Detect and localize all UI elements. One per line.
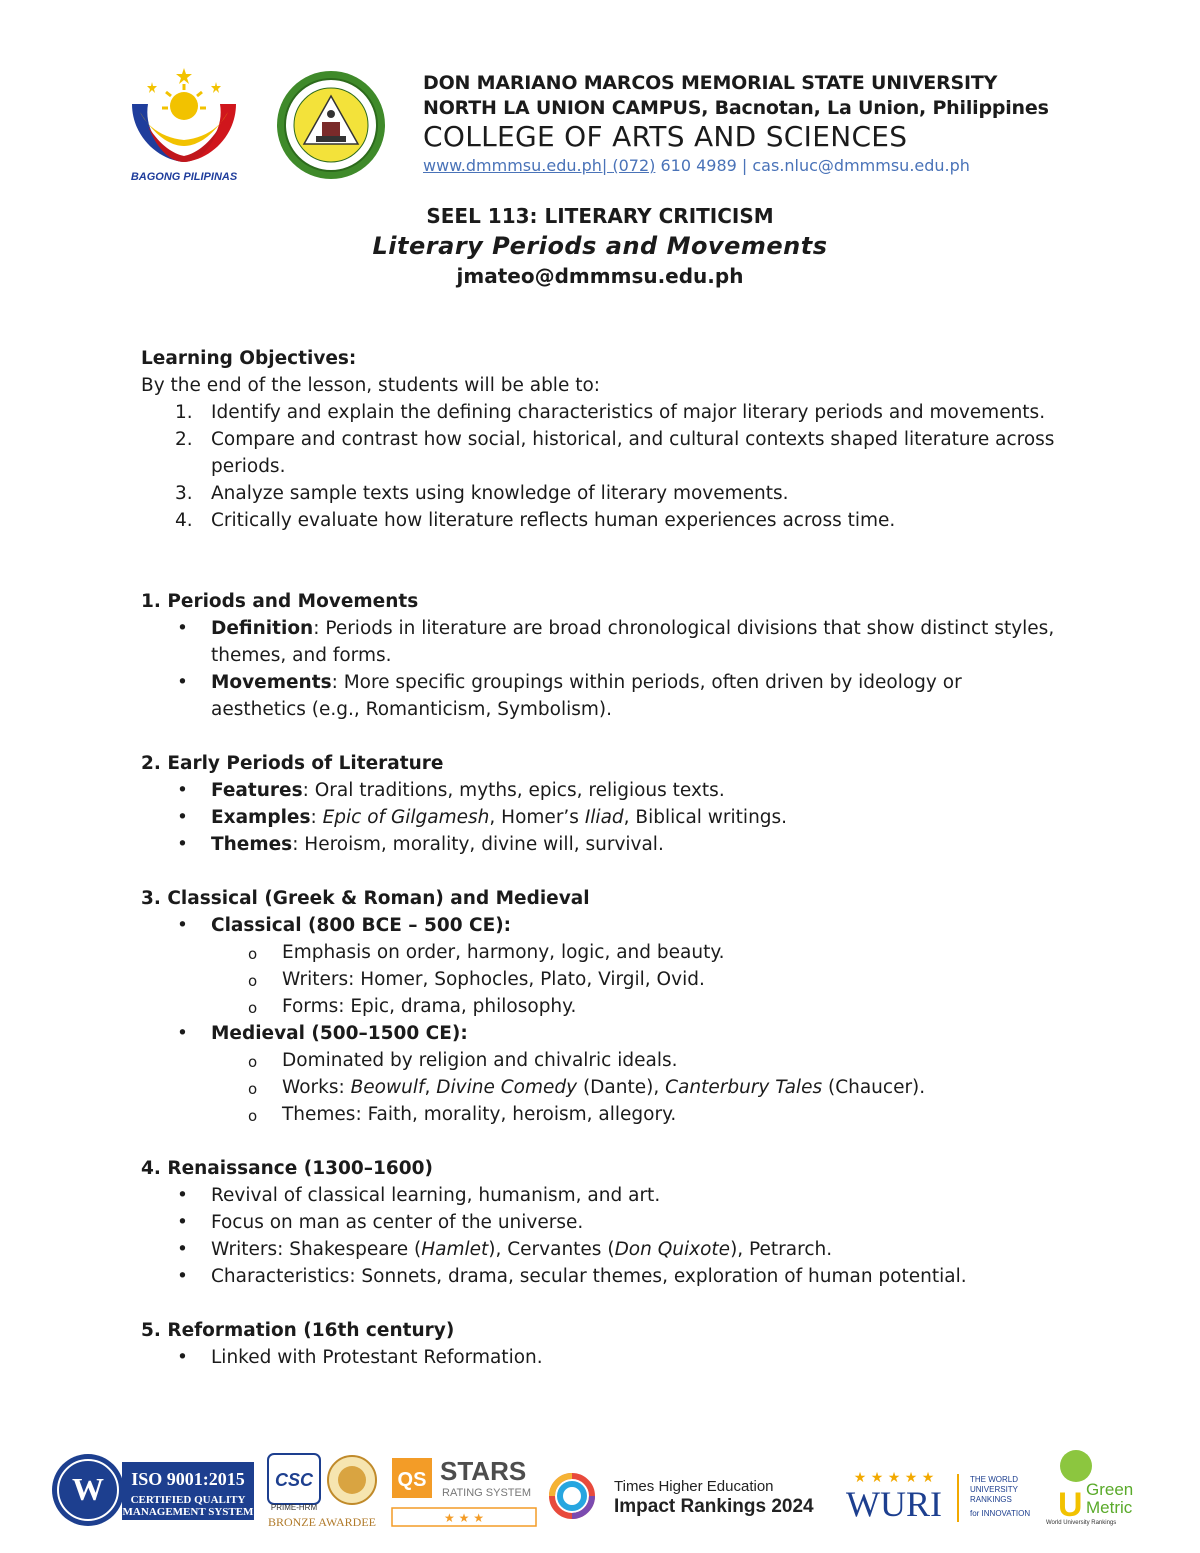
metric-text: Metric [1086, 1498, 1133, 1517]
list-item: o Forms: Epic, drama, philosophy. [248, 996, 577, 1017]
wuri-star-icons: ★ ★ ★ ★ ★ [853, 1470, 935, 1486]
svg-text:World University Rankings: World University Rankings [1046, 1520, 1117, 1526]
list-item: o Emphasis on order, harmony, logic, and beauty. [248, 942, 725, 963]
svg-text:U: U [1058, 1486, 1083, 1524]
section-2-list [141, 777, 1061, 858]
green-text: Green [1086, 1480, 1134, 1499]
svg-text:W: W [72, 1471, 104, 1507]
csc-text: CSC [274, 1470, 314, 1490]
topic-title: Literary Periods and Movements [372, 232, 828, 260]
the-line1: Times Higher Education [614, 1478, 774, 1495]
university-name: DON MARIANO MARCOS MEMORIAL STATE UNIVERSITY [423, 72, 998, 94]
website-link[interactable]: www.dmmmsu.edu.ph [423, 156, 602, 175]
stars-text: STARS [440, 1456, 527, 1486]
college-name: COLLEGE OF ARTS AND SCIENCES [423, 120, 908, 153]
accreditation-logos [0, 1440, 1200, 1540]
qs-text: QS [397, 1469, 427, 1491]
ui-greenmetric-logo [1046, 1450, 1133, 1526]
list-item: 3. Analyze sample texts using knowledge of literary movements. [175, 483, 789, 504]
list-item: • Characteristics: Sonnets, drama, secular themes, exploration of human potential. [177, 1266, 967, 1287]
svg-text:THE WORLD: THE WORLD [970, 1475, 1018, 1484]
bp-logo-text: BAGONG PILIPINAS [130, 171, 238, 183]
list-item: • Themes: Heroism, morality, divine will, survival. [177, 834, 664, 855]
prime-hrm-text: PRIME-HRM [270, 1503, 318, 1512]
list-item: • Definition: Periods in literature are broad chronological divisions that show distinct styles, themes, and forms. [177, 618, 1055, 666]
list-item: • Examples: Epic of Gilgamesh, Homer’s Iliad, Biblical writings. [177, 807, 788, 828]
qs-stars-logo [392, 1456, 536, 1526]
objectives-list [141, 399, 1061, 534]
phone-area: (072) [612, 156, 656, 175]
section-1-heading: 1. Periods and Movements [141, 591, 419, 612]
objectives-heading: Learning Objectives: [141, 348, 357, 369]
list-item: • Revival of classical learning, humanism, and art. [177, 1185, 661, 1206]
list-item: 4. Critically evaluate how literature reflects human experiences across time. [175, 510, 896, 531]
section-4-list [141, 1182, 1061, 1290]
campus-name: NORTH LA UNION CAMPUS, Bacnotan, La Union, Philippines [423, 97, 1049, 119]
wuri-text: WURI [846, 1484, 942, 1524]
iso-certification-logo [52, 1454, 254, 1526]
list-item: • Medieval (500–1500 CE): o Dominated by religion and chivalric ideals. o Works: Beowulf, Divine Comedy (Dante), Canterbury Tales (Chaucer). o Themes: Faith, morality, heroism, allegory. [141, 1020, 1061, 1128]
list-item: • Features: Oral traditions, myths, epics, religious texts. [177, 780, 725, 801]
medieval-sublist [141, 1047, 1061, 1128]
course-title: SEEL 113: LITERARY CRITICISM [426, 204, 774, 228]
list-item: 1. Identify and explain the defining characteristics of major literary periods and movements. [175, 402, 1046, 423]
csc-prime-hrm-logo [268, 1454, 376, 1529]
section-4-heading: 4. Renaissance (1300–1600) [141, 1158, 433, 1179]
qs-star-icons: ★ ★ ★ [444, 1511, 484, 1525]
section-3-heading: 3. Classical (Greek & Roman) and Medieval [141, 888, 590, 909]
phone-email: 610 4989 | cas.nluc@dmmmsu.edu.ph [655, 156, 970, 175]
iso-sub1: CERTIFIED QUALITY [130, 1494, 246, 1506]
svg-text:for INNOVATION: for INNOVATION [970, 1509, 1031, 1518]
ring-logo-icon [552, 1476, 592, 1516]
section-1-list [141, 615, 1061, 723]
contact-line: www.dmmmsu.edu.ph| (072) 610 4989 | cas.nluc@dmmmsu.edu.ph [423, 156, 970, 175]
list-item: • Movements: More specific groupings within periods, often driven by ideology or aesthetics (e.g., Romanticism, Symbolism). [177, 672, 962, 720]
lesson-content [141, 345, 1061, 1371]
list-item: o Works: Beowulf, Divine Comedy (Dante), Canterbury Tales (Chaucer). [248, 1077, 926, 1098]
iso-title: ISO 9001:2015 [131, 1469, 245, 1489]
list-item: o Dominated by religion and chivalric ideals. [248, 1050, 678, 1071]
svg-text:UNIVERSITY: UNIVERSITY [970, 1485, 1019, 1494]
bagong-pilipinas-logo [118, 66, 250, 184]
the-impact-rankings-logo [614, 1478, 814, 1517]
list-item: o Themes: Faith, morality, heroism, allegory. [248, 1104, 677, 1125]
section-5-list [141, 1344, 1061, 1371]
svg-text:RANKINGS: RANKINGS [970, 1495, 1012, 1504]
iso-sub2: MANAGEMENT SYSTEM [122, 1506, 254, 1518]
list-item: • Writers: Shakespeare (Hamlet), Cervantes (Don Quixote), Petrarch. [177, 1239, 833, 1260]
classical-sublist [141, 939, 1061, 1020]
objectives-intro: By the end of the lesson, students will be able to: [141, 375, 601, 396]
section-3-list [141, 912, 1061, 1128]
wuri-logo [846, 1470, 1030, 1524]
the-line2: Impact Rankings 2024 [614, 1496, 814, 1517]
rating-text: RATING SYSTEM [442, 1487, 532, 1499]
list-item: • Focus on man as center of the universe. [177, 1212, 584, 1233]
section-2-heading: 2. Early Periods of Literature [141, 753, 444, 774]
section-5-heading: 5. Reformation (16th century) [141, 1320, 455, 1341]
instructor-email[interactable]: jmateo@dmmmsu.edu.ph [456, 264, 744, 288]
list-item: 2. Compare and contrast how social, historical, and cultural contexts shaped literature across periods. [175, 429, 1055, 477]
list-item: o Writers: Homer, Sophocles, Plato, Virgil, Ovid. [248, 969, 705, 990]
list-item: • Classical (800 BCE – 500 CE): o Emphasis on order, harmony, logic, and beauty. o Writers: Homer, Sophocles, Plato, Virgil, Ovid. o Forms: Epic, drama, philosophy. [141, 912, 1061, 1020]
bronze-text: BRONZE AWARDEE [267, 1515, 377, 1529]
list-item: • Linked with Protestant Reformation. [177, 1347, 543, 1368]
university-seal-icon [276, 70, 386, 180]
